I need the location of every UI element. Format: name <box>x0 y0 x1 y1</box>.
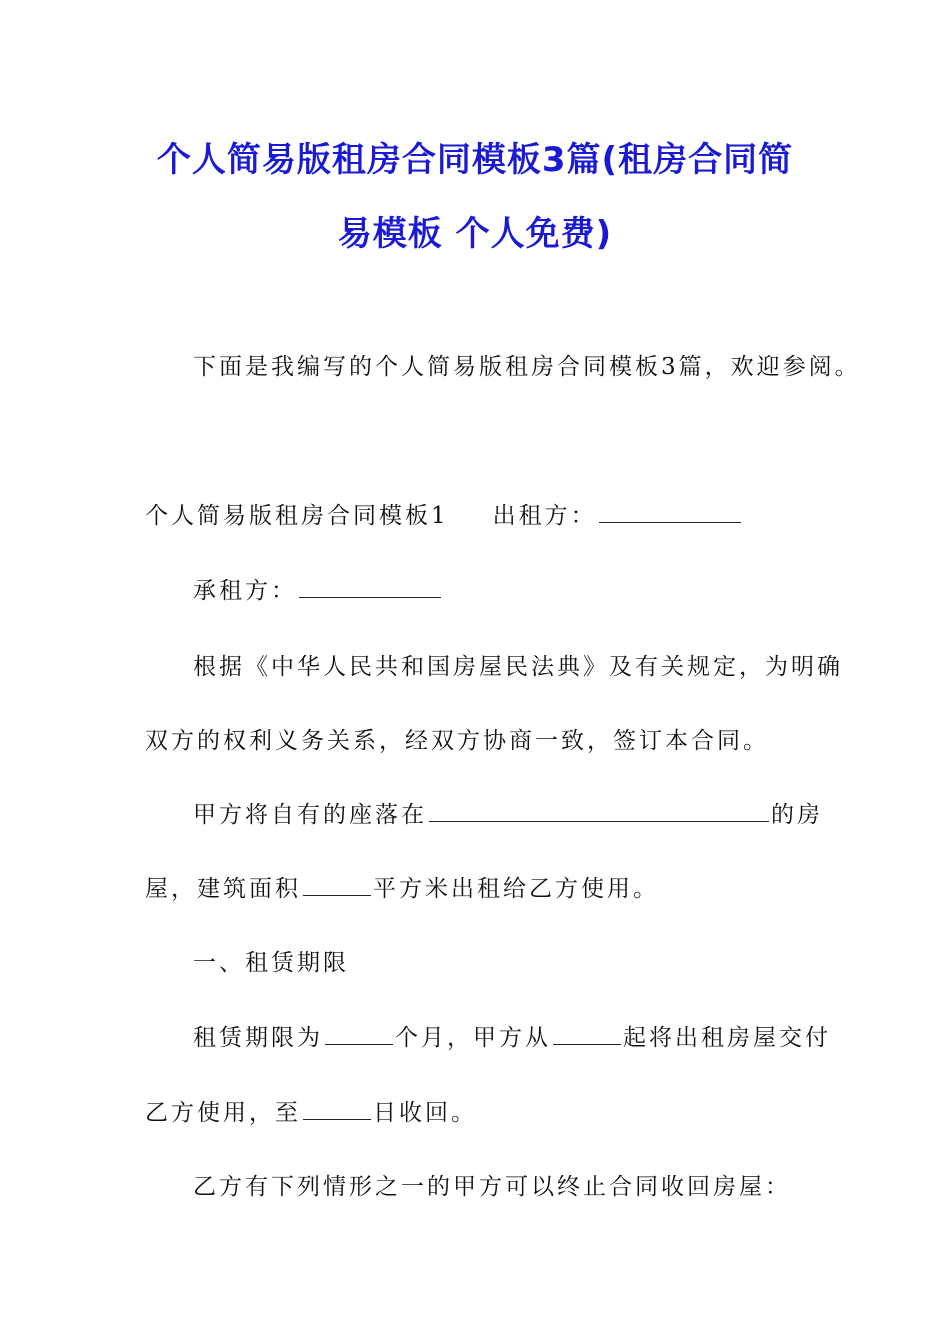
paragraph-3-line-2-text-a: 乙方使用，至 <box>145 1100 301 1126</box>
paragraph-3-text-b: 个月，甲方从 <box>395 1025 551 1051</box>
document-title-line-1: 个人简易版租房合同模板3篇(租房合同简 <box>156 140 794 180</box>
paragraph-3-text-a: 租赁期限为 <box>193 1025 323 1051</box>
paragraph-2-text-a: 甲方将自有的座落在 <box>193 802 427 828</box>
paragraph-2-text-b: 的房 <box>771 802 823 828</box>
clause-1-heading: 一、租赁期限 <box>193 950 349 976</box>
end-date-blank <box>303 1101 371 1120</box>
intro-paragraph: 下面是我编写的个人简易版租房合同模板3篇，欢迎参阅。 <box>193 354 861 380</box>
section-1-heading: 个人简易版租房合同模板1 <box>145 503 449 529</box>
paragraph-3-line-2-text-b: 日收回。 <box>373 1100 477 1126</box>
lessor-label: 出租方： <box>492 503 597 529</box>
lessee-blank <box>299 579 441 598</box>
section-1-heading-line <box>145 497 743 530</box>
paragraph-1-line-1: 根据《中华人民共和国房屋民法典》及有关规定，为明确 <box>193 654 843 680</box>
paragraph-2-line-1 <box>193 796 823 829</box>
paragraph-2-line-2 <box>145 870 659 903</box>
start-date-blank <box>553 1026 621 1045</box>
paragraph-3-text-c: 起将出租房屋交付 <box>623 1025 831 1051</box>
paragraph-3-line-1 <box>193 1019 831 1052</box>
lessee-label: 承租方： <box>193 578 297 604</box>
document-title-line-2: 易模板 个人免费) <box>337 214 613 254</box>
paragraph-2-line-2-text-a: 屋，建筑面积 <box>145 876 301 902</box>
months-blank <box>325 1026 393 1045</box>
address-blank <box>429 803 769 822</box>
area-blank <box>303 877 371 896</box>
paragraph-2-line-2-text-b: 平方米出租给乙方使用。 <box>373 876 659 902</box>
paragraph-3-line-2 <box>145 1094 477 1127</box>
paragraph-4: 乙方有下列情形之一的甲方可以终止合同收回房屋： <box>193 1174 791 1200</box>
lessee-line <box>193 572 443 605</box>
paragraph-1-line-2: 双方的权利义务关系，经双方协商一致，签订本合同。 <box>145 728 769 754</box>
lessor-blank <box>599 504 741 523</box>
